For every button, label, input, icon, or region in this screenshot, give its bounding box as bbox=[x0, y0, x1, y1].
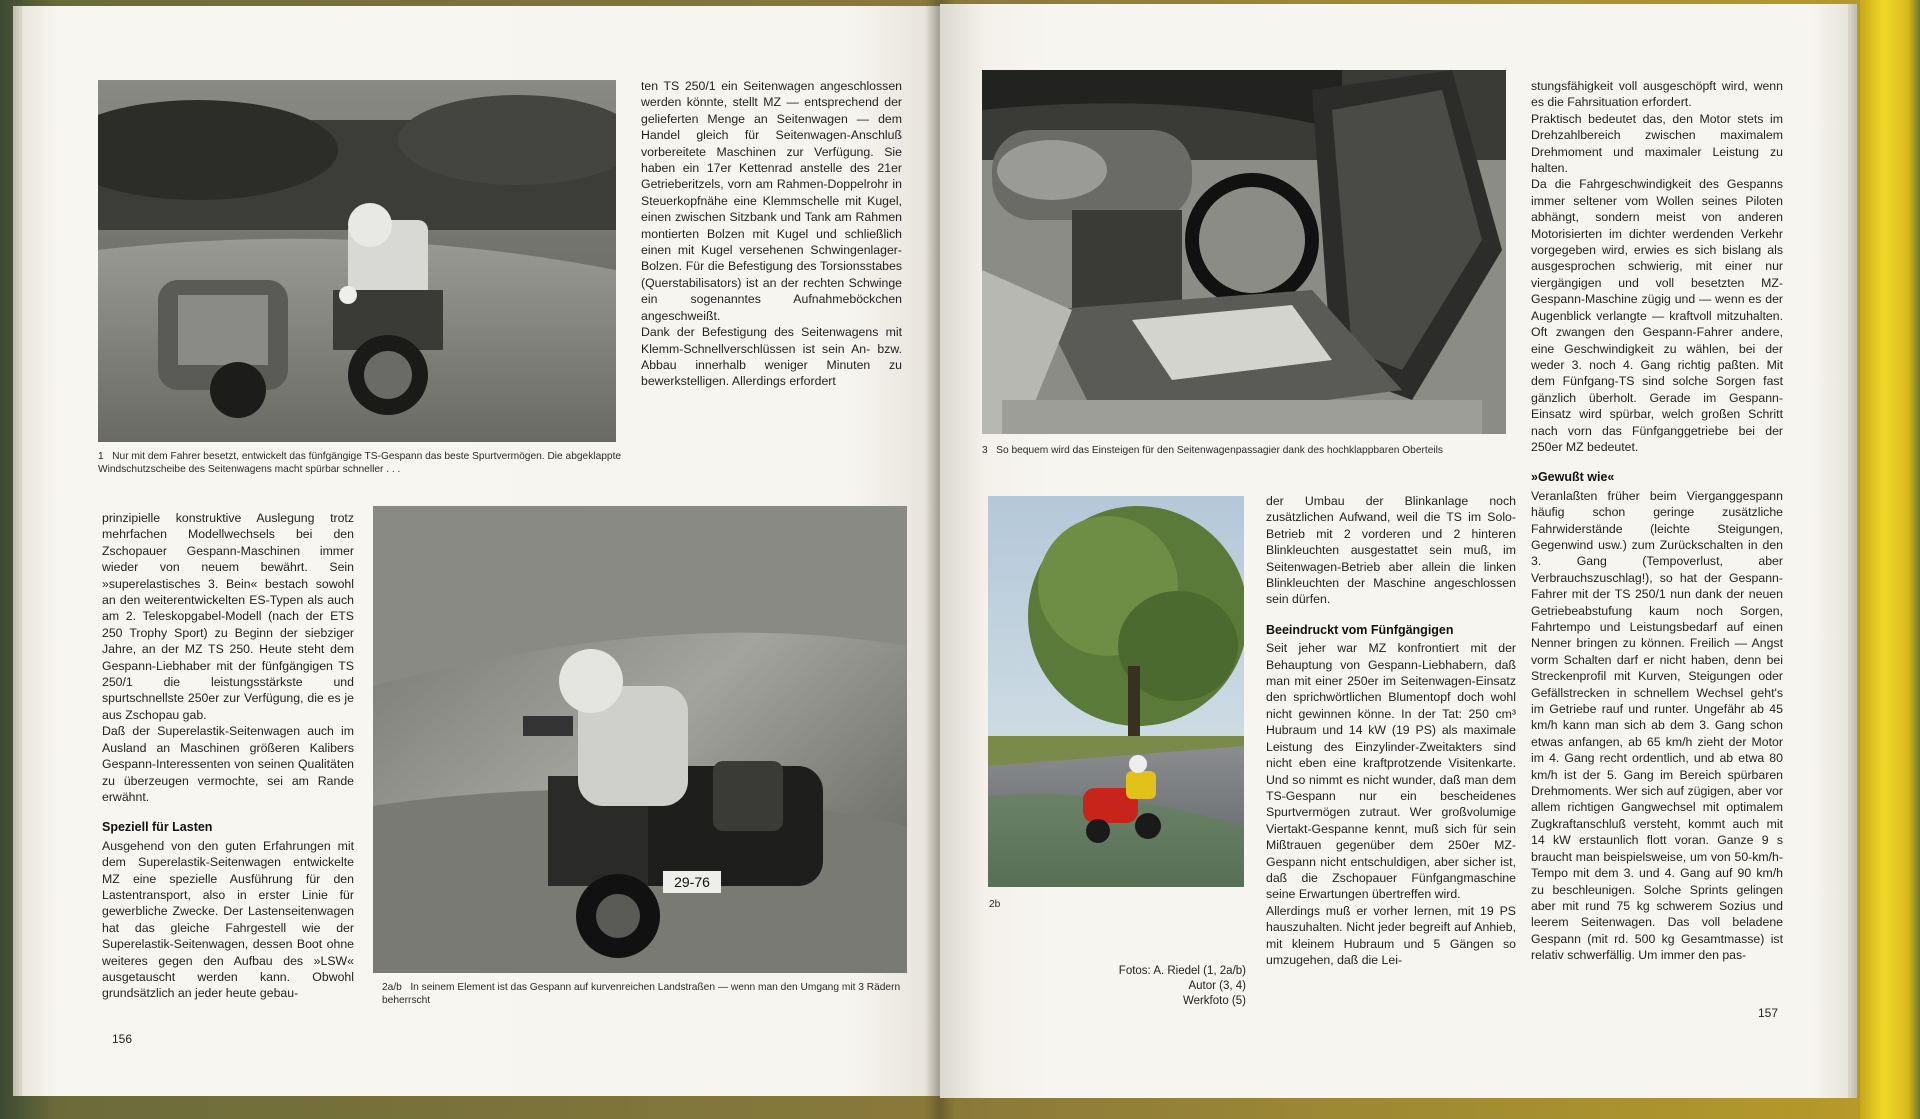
photo-2b-label: 2b bbox=[989, 899, 1001, 910]
caption-number: 2a/b bbox=[382, 982, 402, 993]
photo-credits bbox=[1050, 964, 1246, 1009]
caption-text: So bequem wird das Einsteigen für den Seitenwagenpassagier dank des hochklappbaren Oberteils bbox=[996, 445, 1444, 456]
credit-line: Fotos: A. Riedel (1, 2a/b) bbox=[1118, 965, 1246, 977]
photo-3-caption bbox=[982, 444, 1522, 457]
section-heading: Speziell für Lasten bbox=[102, 820, 213, 835]
paragraph: stungsfähigkeit voll ausgeschöpft wird, wenn es die Fahrsituation erfordert. bbox=[1531, 79, 1783, 110]
caption-text: Nur mit dem Fahrer besetzt, entwickelt das fünfgängige TS-Gespann das beste Spurtvermögen. Die abgeklappte Windschutzscheibe des Seitenwagens macht spürbar schneller . . . bbox=[98, 451, 622, 475]
paragraph: Veranlaßten früher beim Vierganggespann häufig schon geringe zusätzliche Fahrwiderstände (leichte Steigungen, Gegenwind usw.) zum Zurückschalten in den 3. Gang (Tempoverlust, aber Verbrauchszuschlag!), so hat der Gespann-Fahrer mit der TS 250/1 nun dank der neuen Getriebeabstufung kaum noch Sorgen, Fahrtempo und Leistungsbedarf auf einen Nenner bringen zu können. Freilich — Angst vorm Schalten darf er nicht haben, denn bei Streckenprofil mit Kurven, Steigungen oder Gefällstrecken in schnellem Wechsel geht's im Getriebe rauf und runter. Ungefähr ab 45 km/h kann man sich ab dem 3. Gang schon etwas anfangen, ab 65 km/h zieht der Motor im 4. Gang recht ordentlich, und ab etwa 80 km/h ist der 5. Gang im Bereich spürbaren Drehmoments. Wer sich auf zügigen, aber vor allem richtigen Gangwechsel mit optimalem Zugkraftanschluß versteht, kommt auch mit 14 kW erstaunlich flott voran. Ganze 9 s braucht man beispielsweise, um von 50-km/h-Tempo mit dem 3. und 4. Gang auf 90 km/h zu beschleunigen. Solche Sprints gelingen aber mit rund 75 kg schwerem Sozius und leerem Seitenwagen. Das voll beladene Gespann (mit rd. 500 kg Gesamtmasse) ist relativ schwerfällig. Um immer den pas- bbox=[1531, 488, 1783, 963]
caption-number: 1 bbox=[98, 451, 104, 462]
right-top-right-column bbox=[1531, 78, 1783, 964]
photo-2-caption bbox=[382, 981, 912, 1007]
photo-2b-color-sidecar bbox=[988, 496, 1244, 887]
paragraph: ten TS 250/1 ein Seitenwagen angeschlossen werden könnte, stellt MZ — entsprechend der gelieferten Menge an Seitenwagen — dem Handel gleich für Seitenwagen-Anschluß vorbereitete Maschinen zur Verfügung. Sie haben ein 17er Kettenrad anstelle des 21er Getrieberitzels, vorn am Rahmen-Doppelrohr in Steuerkopfnähe eine Klemmschelle mit Kugel, einen zwischen Sitzbank und Tank am Rahmen montierten Bolzen mit Kugel und schließlich einen mit Kugel versehenen Schwingenlager-Bolzen. Für die Befestigung des Torsionsstabes (Querstabilisators) ist an der rechten Schwinge ein sogenanntes Aufnahmeböckchen angeschweißt. bbox=[641, 79, 902, 323]
paragraph: der Umbau der Blinkanlage noch zusätzlichen Aufwand, weil die TS im Solo-Betrieb mit 2 vorderen und 2 hinteren Blinkleuchten ausgestattet sein muß, im Seitenwagen-Betrieb aber allein die linken Blinkleuchten der Maschine angeschlossen sein dürfen. bbox=[1266, 494, 1516, 607]
caption-text: In seinem Element ist das Gespann auf kurvenreichen Landstraßen — wenn man den Umgang mit 3 Rädern beherrscht bbox=[382, 982, 901, 1006]
section-heading: Beeindruckt vom Fünfgängigen bbox=[1266, 622, 1454, 637]
photo-3-sidecar-interior bbox=[982, 70, 1506, 434]
credit-line: Werkfoto (5) bbox=[1182, 995, 1246, 1007]
paragraph: Praktisch bedeutet das, den Motor stets im Drehzahlbereich zwischen maximalem Drehmoment und maximaler Leistung zu halten. bbox=[1531, 111, 1783, 176]
paragraph: prinzipielle konstruktive Auslegung trotz mehrfachen Modellwechsels bei den Zschopauer Gespann-Maschinen immer wieder von neuem bewährt. Sein »superelastisches 3. Bein« bestach sowohl an den weiterentwickelten ES-Typen als auch am 2. Teleskopgabel-Modell (nach der ETS 250 Trophy Sport) zu Beginn der siebziger Jahre, an der MZ TS 250. Heute steht dem Gespann-Liebhaber mit der fünfgängigen TS 250/1 die leistungsstärkste und spurtschnellste 250er zur Verfügung, die es je aus Zschopau gab. bbox=[102, 511, 354, 722]
page-number-right: 157 bbox=[1758, 1006, 1779, 1020]
photo-1-caption bbox=[98, 450, 628, 476]
photo-2a-sidecar-cornering bbox=[373, 506, 907, 973]
license-plate: 29-76 bbox=[674, 874, 710, 890]
paragraph: Dank der Befestigung des Seitenwagens mit Klemm-Schnellverschlüssen ist sein An- bzw. Abbau innerhalb weniger Minuten zu bewerkstelligen. Allerdings erfordert bbox=[641, 325, 902, 389]
paragraph: Ausgehend von den guten Erfahrungen mit dem Superelastik-Seitenwagen entwickelte MZ eine spezielle Ausführung für den Lastentransport, also in erster Linie für gewerbliche Zwecke. Der Lastenseitenwagen hat das gleiche Fahrgestell wie der Superelastik-Seitenwagen, dessen Boot ohne weiteres gegen den Aufbau des »LSW« ausgetauscht werden kann. Obwohl grundsätzlich an jeder heute gebau- bbox=[102, 838, 354, 1001]
photo-1-sidecar-rider bbox=[98, 80, 616, 442]
right-middle-column bbox=[1266, 493, 1516, 968]
section-heading: »Gewußt wie« bbox=[1531, 470, 1615, 485]
left-top-right-column bbox=[641, 78, 902, 390]
book-cover-edge bbox=[1860, 0, 1920, 1119]
page-number-left: 156 bbox=[112, 1032, 133, 1046]
paragraph: Da die Fahrgeschwindigkeit des Gespanns immer seltener vom Wollen seines Piloten abhängt, sondern meist von anderen Motorisierten im dichter werdenden Verkehr vorgegeben wird, erwies es sich bislang als ausgesprochen schwierig, mit einer nur viergängigen und voll besetzten MZ-Gespann-Maschine zügig und — wenn es der Augenblick verlangte — kraftvoll mitzuhalten. Oft zwangen den Gespann-Fahrer andere, eine Geschwindigkeit zu wählen, bei der weder 3. noch 4. Gang richtig paßten. Mit dem Fünfgang-TS sind solche Sorgen fast gänzlich überholt. Gerade im Gespann-Einsatz wird spürbar, welch großen Schritt nach vorn das Fünfganggetriebe bei der 250er MZ bedeutet. bbox=[1531, 177, 1783, 454]
paragraph: Allerdings muß er vorher lernen, mit 19 PS hauszuhalten. Nicht jeder begreift auf Anhieb, mit kleinem Hubraum und 5 Gängen so umzugehen, daß die Lei- bbox=[1266, 903, 1516, 967]
paragraph: Daß der Superelastik-Seitenwagen auch im Ausland an Maschinen größeren Kalibers Gespann-Interessenten von seinen Qualitäten zu überzeugen vermochte, sei am Rande erwähnt. bbox=[102, 724, 354, 804]
caption-number: 3 bbox=[982, 445, 988, 456]
credit-line: Autor (3, 4) bbox=[1188, 980, 1246, 992]
paragraph: Seit jeher war MZ konfrontiert mit der Behauptung von Gespann-Liebhabern, daß man mit einer 250er im Seitenwagen-Einsatz den sprichwörtlichen Blumentopf doch wohl nicht gewinnen könne. In der Tat: 250 cm³ Hubraum und 14 kW (19 PS) als maximale Leistung des Einzylinder-Zweitakters sind nicht eben eine kraftprotzende Visitenkarte. Und so nimmt es nicht wunder, daß man dem TS-Gespann nur ein bescheidenes Spurtvermögen zutraut. Wer großvolumige Viertakt-Gespanne kennt, muß sich für sein Mißtrauen gegenüber dem 250er MZ-Gespann nicht entschuldigen, aber sicher ist, daß die Zschopauer Fünfgangmaschine seine Erwartungen übertreffen wird. bbox=[1266, 641, 1516, 902]
left-bottom-left-column bbox=[102, 510, 354, 1002]
